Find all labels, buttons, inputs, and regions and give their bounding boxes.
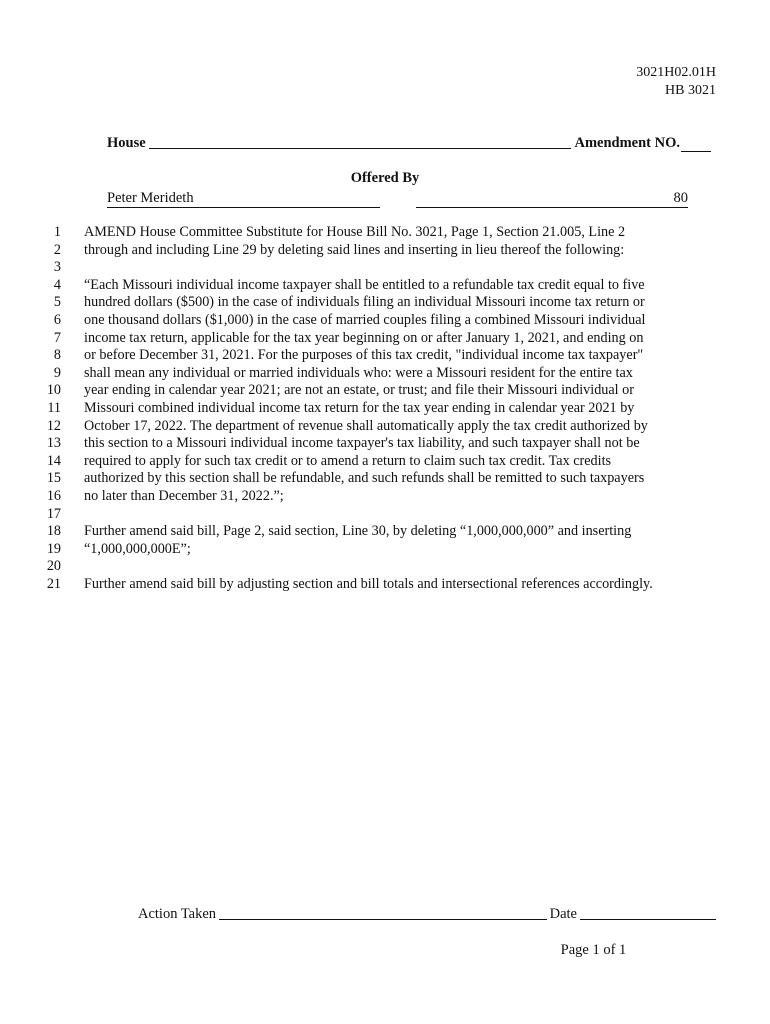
- sponsor-name: Peter Merideth: [107, 189, 380, 208]
- body-line: [0, 224, 770, 242]
- line-number: 8: [53, 347, 61, 364]
- amendment-label: Amendment NO.: [574, 135, 680, 151]
- amendment-number-blank: [681, 138, 711, 152]
- line-number: 9: [53, 364, 61, 381]
- line-text: income tax return, applicable for the tax year beginning on or after January 1, 2021, and ending on: [84, 329, 644, 346]
- house-blank-line: [149, 147, 572, 149]
- line-number: 6: [53, 311, 61, 328]
- line-text: “1,000,000,000E”;: [84, 540, 191, 557]
- line-number: 7: [53, 329, 61, 346]
- body-line: [0, 435, 770, 453]
- line-text: this section to a Missouri individual income taxpayer's tax liability, and such taxpayer shall not be: [84, 435, 640, 452]
- line-number: 12: [46, 417, 61, 434]
- action-taken-label: Action Taken: [138, 906, 217, 922]
- offered-by-label: Offered By: [350, 170, 420, 186]
- body-line: [0, 294, 770, 312]
- line-text: shall mean any individual or married individuals who: were a Missouri resident for the entire tax: [84, 364, 633, 381]
- line-number: 4: [53, 276, 61, 293]
- body-line: [0, 488, 770, 506]
- body-line: [0, 330, 770, 348]
- line-number: 13: [46, 435, 61, 452]
- document-code: 3021H02.01H: [636, 65, 716, 80]
- house-label: House: [107, 135, 146, 151]
- body-line: [0, 418, 770, 436]
- action-taken-row: [138, 906, 716, 923]
- line-text: October 17, 2022. The department of revenue shall automatically apply the tax credit authorized by: [84, 417, 648, 434]
- line-number: 15: [46, 470, 61, 487]
- line-number: 1: [53, 224, 61, 240]
- body-line: [0, 470, 770, 488]
- body-line: [0, 242, 770, 260]
- line-text: Further amend said bill by adjusting section and bill totals and intersectional references accordingly.: [84, 575, 653, 592]
- body-line: [0, 277, 770, 295]
- line-text: Missouri combined individual income tax return for the tax year ending in calendar year 2021 by: [84, 399, 635, 416]
- date-blank: [580, 918, 716, 920]
- body-line: [0, 365, 770, 383]
- body-line: [0, 382, 770, 400]
- body-line: [0, 576, 770, 594]
- body-line: [0, 400, 770, 418]
- line-text: no later than December 31, 2022.”;: [84, 487, 284, 504]
- line-number: 14: [46, 452, 61, 469]
- body-line: [0, 523, 770, 541]
- body-line: [0, 541, 770, 559]
- date-label: Date: [549, 906, 577, 922]
- body-line: [0, 259, 770, 277]
- body-line: [0, 506, 770, 524]
- bill-number: HB 3021: [665, 83, 716, 98]
- line-text: required to apply for such tax credit or to amend a return to claim such tax credit. Tax credits: [84, 452, 612, 469]
- line-number: 18: [46, 523, 61, 540]
- line-text: AMEND House Committee Substitute for House Bill No. 3021, Page 1, Section 21.005, Line 2: [84, 224, 626, 240]
- line-number: 20: [46, 558, 61, 575]
- line-text: “Each Missouri individual income taxpayer shall be entitled to a refundable tax credit equal to five: [84, 276, 645, 293]
- line-text: one thousand dollars ($1,000) in the case of married couples filing a combined Missouri individual: [84, 311, 646, 328]
- line-text: Further amend said bill, Page 2, said section, Line 30, by deleting “1,000,000,000” and inserting: [84, 523, 632, 540]
- line-number: 16: [46, 487, 61, 504]
- amendment-header: [107, 135, 711, 152]
- line-text: hundred dollars ($500) in the case of individuals filing an individual Missouri income tax return or: [84, 294, 645, 311]
- body-line: [0, 453, 770, 471]
- line-text: through and including Line 29 by deleting said lines and inserting in lieu thereof the following:: [84, 241, 625, 258]
- action-taken-blank: [219, 918, 547, 920]
- line-number: 2: [53, 241, 61, 258]
- district-number: 80: [416, 189, 688, 208]
- line-number: 10: [46, 382, 61, 399]
- line-number: 3: [53, 259, 61, 276]
- body-line: [0, 312, 770, 330]
- line-number: 17: [46, 505, 61, 522]
- body-line: [0, 347, 770, 365]
- line-number: 19: [46, 540, 61, 557]
- line-number: 11: [47, 399, 61, 416]
- amendment-body: [0, 224, 770, 593]
- body-line: [0, 558, 770, 576]
- line-text: authorized by this section shall be refundable, and such refunds shall be remitted to such taxpayers: [84, 470, 645, 487]
- line-text: or before December 31, 2021. For the purposes of this tax credit, "individual income tax taxpayer": [84, 347, 644, 364]
- line-number: 21: [46, 575, 61, 592]
- line-number: 5: [53, 294, 61, 311]
- line-text: year ending in calendar year 2021; are not an estate, or trust; and file their Missouri individual or: [84, 382, 634, 399]
- page-number: Page 1 of 1: [560, 942, 627, 958]
